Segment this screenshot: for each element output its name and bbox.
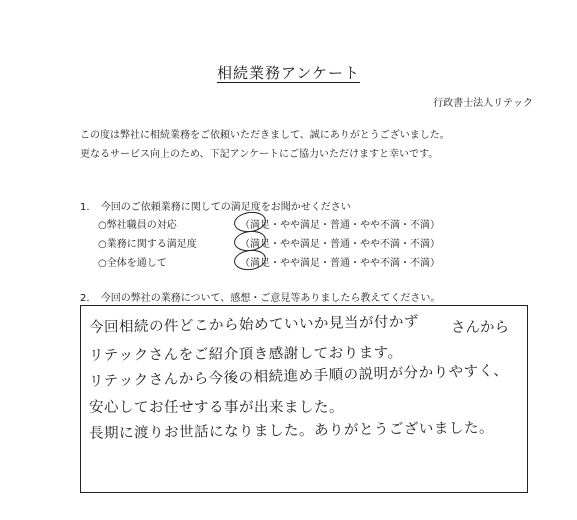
intro-line: 更なるサービス向上のため、下記アンケートにご協力いただけますと幸いです。 — [80, 149, 439, 160]
company-name: 行政書士法人リテック — [433, 98, 533, 109]
question-1 — [80, 198, 351, 213]
intro-line: この度は弊社に相続業務をご依頼いただきまして、誠にありがとうございました。 — [80, 130, 450, 141]
satisfaction-row-service — [98, 233, 440, 252]
row-label: ○弊社職員の対応 — [98, 220, 177, 231]
row-label: ○全体を通して — [98, 258, 167, 269]
question-text: 今回のご依頼業務に関しての満足度をお聞かせください — [100, 202, 351, 213]
survey-title: 相続業務アンケート — [216, 64, 361, 82]
satisfaction-rows — [98, 214, 440, 271]
question-text: 今回の弊社の業務について、感想・ご意見等ありましたら教えてください。 — [100, 293, 441, 304]
satisfaction-row-staff — [98, 214, 440, 233]
rating-options: （満足・やや満足・普通・やや不満・不満） — [240, 216, 440, 231]
rating-options: （満足・やや満足・普通・やや不満・不満） — [240, 235, 440, 250]
handwritten-line: リテックさんから今後の相続進め手順の説明が分かりやすく、 — [88, 363, 509, 390]
handwritten-line: 安心してお任せする事が出来ました。 — [89, 400, 344, 416]
question-number: 1. — [80, 202, 90, 213]
intro-text — [80, 126, 450, 164]
answer-box — [80, 305, 528, 493]
question-number: 2. — [80, 293, 90, 304]
rating-options: （満足・やや満足・普通・やや不満・不満） — [240, 254, 440, 269]
satisfaction-row-overall — [98, 252, 440, 271]
handwritten-line: リテックさんをご紹介頂き感謝しております。 — [88, 345, 403, 364]
row-label: ○業務に関する満足度 — [98, 239, 197, 250]
question-2 — [80, 289, 440, 304]
handwritten-line: 今回相続の件どこから始めていいか見当が付かず — [88, 314, 420, 336]
handwritten-line: 長期に渡りお世話になりました。ありがとうございました。 — [88, 420, 495, 442]
handwritten-line-tail: さんから — [451, 320, 509, 336]
